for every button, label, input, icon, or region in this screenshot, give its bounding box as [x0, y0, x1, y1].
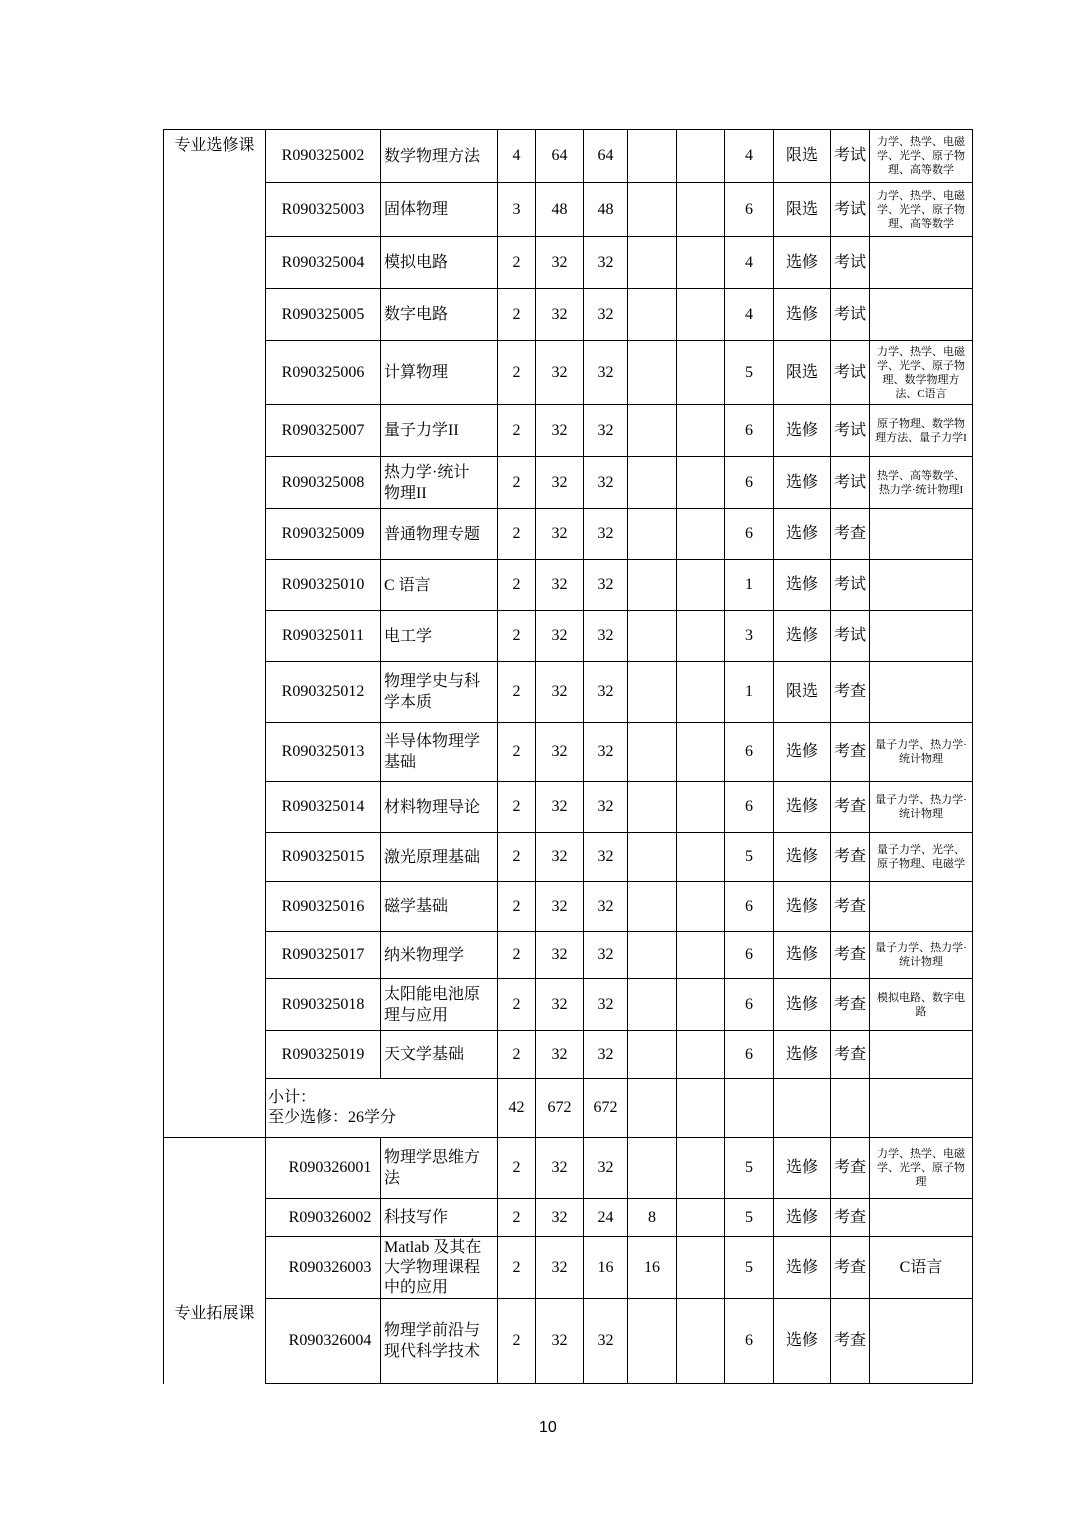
- lecture-hours: 32: [584, 662, 628, 723]
- course-code: R090325003: [266, 183, 381, 237]
- table-row: [164, 509, 973, 560]
- lecture-hours: 32: [584, 1031, 628, 1079]
- practice-hours: [677, 289, 725, 341]
- course-type: 选修: [774, 611, 831, 662]
- lecture-hours: 16: [584, 1237, 628, 1299]
- credits: 2: [498, 611, 536, 662]
- assessment-method: 考查: [831, 509, 870, 560]
- lab-hours: [628, 341, 677, 405]
- prerequisites: [870, 611, 973, 662]
- prerequisites: 量子力学、热力学·统计物理: [870, 782, 973, 833]
- prerequisites: [870, 237, 973, 289]
- prerequisites: [870, 560, 973, 611]
- course-code: R090325015: [266, 833, 381, 882]
- total-hours: 32: [536, 237, 584, 289]
- course-type: 选修: [774, 833, 831, 882]
- lab-hours: [628, 509, 677, 560]
- lecture-hours: 32: [584, 782, 628, 833]
- practice-hours: [677, 237, 725, 289]
- course-name: 数学物理方法: [381, 130, 498, 183]
- lecture-hours: 32: [584, 341, 628, 405]
- course-type: 选修: [774, 237, 831, 289]
- lecture-hours: 32: [584, 289, 628, 341]
- course-code: R090325004: [266, 237, 381, 289]
- assessment-method: 考试: [831, 560, 870, 611]
- total-hours: 32: [536, 289, 584, 341]
- course-name: 激光原理基础: [381, 833, 498, 882]
- course-name: 量子力学II: [381, 405, 498, 457]
- practice-hours: [677, 782, 725, 833]
- subtotal-lab-hours: [628, 1079, 677, 1138]
- assessment-method: 考试: [831, 237, 870, 289]
- semester: 6: [725, 882, 774, 932]
- credits: 2: [498, 723, 536, 782]
- table-row: [164, 1237, 973, 1299]
- course-name: 半导体物理学基础: [381, 723, 498, 782]
- practice-hours: [677, 662, 725, 723]
- table-row: [164, 341, 973, 405]
- assessment-method: 考试: [831, 405, 870, 457]
- semester: 1: [725, 560, 774, 611]
- prerequisites: [870, 1199, 973, 1237]
- semester: 6: [725, 932, 774, 979]
- category-cell: 专业选修课: [164, 130, 266, 1138]
- lab-hours: [628, 1138, 677, 1199]
- table-row: [164, 289, 973, 341]
- credits: 2: [498, 237, 536, 289]
- course-type: 限选: [774, 183, 831, 237]
- course-name: 纳米物理学: [381, 932, 498, 979]
- practice-hours: [677, 183, 725, 237]
- course-name: 固体物理: [381, 183, 498, 237]
- course-name: 磁学基础: [381, 882, 498, 932]
- table-row: [164, 782, 973, 833]
- course-type: 选修: [774, 1031, 831, 1079]
- subtotal-label: [266, 1079, 498, 1138]
- course-code: R090325012: [266, 662, 381, 723]
- course-code: R090325019: [266, 1031, 381, 1079]
- practice-hours: [677, 833, 725, 882]
- semester: 6: [725, 1031, 774, 1079]
- course-type: 限选: [774, 662, 831, 723]
- credits: 2: [498, 662, 536, 723]
- semester: 6: [725, 782, 774, 833]
- semester: 6: [725, 979, 774, 1031]
- lecture-hours: 32: [584, 1299, 628, 1384]
- course-code: R090325002: [266, 130, 381, 183]
- subtotal-course-type: [774, 1079, 831, 1138]
- prerequisites: [870, 662, 973, 723]
- subtotal-total-hours: 672: [536, 1079, 584, 1138]
- credits: 2: [498, 1138, 536, 1199]
- assessment-method: 考试: [831, 289, 870, 341]
- lab-hours: [628, 405, 677, 457]
- course-name: 计算物理: [381, 341, 498, 405]
- course-type: 选修: [774, 932, 831, 979]
- course-code: R090325013: [266, 723, 381, 782]
- total-hours: 32: [536, 1237, 584, 1299]
- course-type: 选修: [774, 1138, 831, 1199]
- semester: 5: [725, 1199, 774, 1237]
- subtotal-row: [164, 1079, 973, 1138]
- course-type: 选修: [774, 1237, 831, 1299]
- assessment-method: 考查: [831, 1138, 870, 1199]
- course-code: R090325009: [266, 509, 381, 560]
- lab-hours: [628, 932, 677, 979]
- practice-hours: [677, 457, 725, 509]
- assessment-method: 考试: [831, 130, 870, 183]
- lab-hours: [628, 289, 677, 341]
- practice-hours: [677, 405, 725, 457]
- course-name: 天文学基础: [381, 1031, 498, 1079]
- lecture-hours: 32: [584, 405, 628, 457]
- semester: 5: [725, 341, 774, 405]
- course-type: 选修: [774, 1199, 831, 1237]
- subtotal-prerequisites: [870, 1079, 973, 1138]
- course-type: 选修: [774, 405, 831, 457]
- total-hours: 32: [536, 405, 584, 457]
- semester: 4: [725, 289, 774, 341]
- lecture-hours: 32: [584, 932, 628, 979]
- credits: 2: [498, 782, 536, 833]
- practice-hours: [677, 130, 725, 183]
- course-type: 选修: [774, 457, 831, 509]
- total-hours: 32: [536, 1199, 584, 1237]
- lab-hours: [628, 833, 677, 882]
- lab-hours: [628, 237, 677, 289]
- semester: 5: [725, 833, 774, 882]
- semester: 3: [725, 611, 774, 662]
- total-hours: 32: [536, 882, 584, 932]
- total-hours: 32: [536, 833, 584, 882]
- subtotal-lecture-hours: 672: [584, 1079, 628, 1138]
- practice-hours: [677, 509, 725, 560]
- course-type: 选修: [774, 723, 831, 782]
- assessment-method: 考查: [831, 782, 870, 833]
- course-code: R090326004: [266, 1299, 381, 1384]
- prerequisites: 量子力学、光学、原子物理、电磁学: [870, 833, 973, 882]
- credits: 3: [498, 183, 536, 237]
- course-code: R090325006: [266, 341, 381, 405]
- lecture-hours: 32: [584, 560, 628, 611]
- course-code: R090325007: [266, 405, 381, 457]
- semester: 1: [725, 662, 774, 723]
- semester: 6: [725, 509, 774, 560]
- course-code: R090325014: [266, 782, 381, 833]
- course-name: 电工学: [381, 611, 498, 662]
- total-hours: 32: [536, 611, 584, 662]
- lab-hours: 8: [628, 1199, 677, 1237]
- credits: 2: [498, 1031, 536, 1079]
- prerequisites: 力学、热学、电磁学、光学、原子物理、数学物理方法、C语言: [870, 341, 973, 405]
- credits: 2: [498, 560, 536, 611]
- course-name: 太阳能电池原理与应用: [381, 979, 498, 1031]
- assessment-method: 考试: [831, 183, 870, 237]
- prerequisites: 原子物理、数学物理方法、量子力学I: [870, 405, 973, 457]
- assessment-method: 考查: [831, 833, 870, 882]
- practice-hours: [677, 560, 725, 611]
- credits: 2: [498, 341, 536, 405]
- table-row: [164, 932, 973, 979]
- table-row: [164, 1299, 973, 1384]
- credits: 4: [498, 130, 536, 183]
- course-name: 数字电路: [381, 289, 498, 341]
- subtotal-credits: 42: [498, 1079, 536, 1138]
- assessment-method: 考查: [831, 723, 870, 782]
- semester: 4: [725, 130, 774, 183]
- course-type: 选修: [774, 882, 831, 932]
- lecture-hours: 32: [584, 237, 628, 289]
- table-row: [164, 882, 973, 932]
- course-name: 模拟电路: [381, 237, 498, 289]
- practice-hours: [677, 723, 725, 782]
- course-code: R090326003: [266, 1237, 381, 1299]
- prerequisites: 模拟电路、数字电路: [870, 979, 973, 1031]
- semester: 6: [725, 405, 774, 457]
- total-hours: 32: [536, 1031, 584, 1079]
- lecture-hours: 48: [584, 183, 628, 237]
- table-row: [164, 611, 973, 662]
- practice-hours: [677, 611, 725, 662]
- practice-hours: [677, 979, 725, 1031]
- course-code: R090325018: [266, 979, 381, 1031]
- prerequisites: [870, 882, 973, 932]
- lab-hours: [628, 611, 677, 662]
- assessment-method: 考查: [831, 882, 870, 932]
- practice-hours: [677, 932, 725, 979]
- category-cell: 专业拓展课: [164, 1138, 266, 1384]
- semester: 5: [725, 1237, 774, 1299]
- course-code: R090325008: [266, 457, 381, 509]
- practice-hours: [677, 1299, 725, 1384]
- lab-hours: [628, 560, 677, 611]
- practice-hours: [677, 1199, 725, 1237]
- assessment-method: 考试: [831, 611, 870, 662]
- total-hours: 32: [536, 782, 584, 833]
- total-hours: 32: [536, 1138, 584, 1199]
- lecture-hours: 32: [584, 833, 628, 882]
- subtotal-assessment-method: [831, 1079, 870, 1138]
- assessment-method: 考查: [831, 1299, 870, 1384]
- table-row: [164, 237, 973, 289]
- prerequisites: [870, 289, 973, 341]
- curriculum-table: [163, 129, 973, 1384]
- semester: 6: [725, 723, 774, 782]
- semester: 6: [725, 457, 774, 509]
- course-code: R090325017: [266, 932, 381, 979]
- total-hours: 32: [536, 341, 584, 405]
- prerequisites: [870, 509, 973, 560]
- practice-hours: [677, 1031, 725, 1079]
- credits: 2: [498, 979, 536, 1031]
- practice-hours: [677, 1237, 725, 1299]
- course-type: 选修: [774, 1299, 831, 1384]
- credits: 2: [498, 833, 536, 882]
- assessment-method: 考查: [831, 1237, 870, 1299]
- total-hours: 32: [536, 662, 584, 723]
- total-hours: 32: [536, 560, 584, 611]
- table-row: [164, 833, 973, 882]
- assessment-method: 考查: [831, 1199, 870, 1237]
- total-hours: 32: [536, 932, 584, 979]
- semester: 5: [725, 1138, 774, 1199]
- table-row: [164, 1199, 973, 1237]
- total-hours: 32: [536, 723, 584, 782]
- course-name: 物理学思维方法: [381, 1138, 498, 1199]
- lecture-hours: 32: [584, 723, 628, 782]
- prerequisites: [870, 1031, 973, 1079]
- lecture-hours: 64: [584, 130, 628, 183]
- course-name: 材料物理导论: [381, 782, 498, 833]
- prerequisites: C语言: [870, 1237, 973, 1299]
- lecture-hours: 24: [584, 1199, 628, 1237]
- assessment-method: 考查: [831, 1031, 870, 1079]
- course-code: R090326001: [266, 1138, 381, 1199]
- practice-hours: [677, 341, 725, 405]
- assessment-method: 考试: [831, 341, 870, 405]
- assessment-method: 考试: [831, 457, 870, 509]
- course-type: 限选: [774, 341, 831, 405]
- table-row: [164, 979, 973, 1031]
- assessment-method: 考查: [831, 979, 870, 1031]
- subtotal-requirement: 至少选修：26学分: [268, 1109, 397, 1126]
- prerequisites: 力学、热学、电磁学、光学、原子物理、高等数学: [870, 130, 973, 183]
- subtotal-title: 小计：: [268, 1089, 317, 1106]
- course-code: R090325016: [266, 882, 381, 932]
- course-name: Matlab 及其在大学物理课程中的应用: [381, 1237, 498, 1299]
- semester: 6: [725, 183, 774, 237]
- course-type: 选修: [774, 289, 831, 341]
- lab-hours: [628, 1299, 677, 1384]
- table-row: [164, 662, 973, 723]
- semester: 4: [725, 237, 774, 289]
- total-hours: 32: [536, 457, 584, 509]
- practice-hours: [677, 1138, 725, 1199]
- credits: 2: [498, 1237, 536, 1299]
- course-code: R090325011: [266, 611, 381, 662]
- lecture-hours: 32: [584, 457, 628, 509]
- course-type: 选修: [774, 979, 831, 1031]
- total-hours: 64: [536, 130, 584, 183]
- lecture-hours: 32: [584, 509, 628, 560]
- prerequisites: 量子力学、热力学·统计物理: [870, 932, 973, 979]
- lab-hours: [628, 723, 677, 782]
- credits: 2: [498, 932, 536, 979]
- credits: 2: [498, 1299, 536, 1384]
- lab-hours: [628, 782, 677, 833]
- lecture-hours: 32: [584, 611, 628, 662]
- lab-hours: [628, 882, 677, 932]
- table-row: [164, 457, 973, 509]
- credits: 2: [498, 1199, 536, 1237]
- credits: 2: [498, 509, 536, 560]
- total-hours: 32: [536, 979, 584, 1031]
- lab-hours: [628, 183, 677, 237]
- table-row: [164, 183, 973, 237]
- prerequisites: [870, 1299, 973, 1384]
- course-name: 物理学前沿与现代科学技术: [381, 1299, 498, 1384]
- subtotal-semester: [725, 1079, 774, 1138]
- table-row: [164, 1031, 973, 1079]
- table-row: [164, 560, 973, 611]
- lab-hours: [628, 457, 677, 509]
- prerequisites: 力学、热学、电磁学、光学、原子物理、高等数学: [870, 183, 973, 237]
- course-name: C 语言: [381, 560, 498, 611]
- semester: 6: [725, 1299, 774, 1384]
- course-type: 选修: [774, 509, 831, 560]
- table-row: [164, 405, 973, 457]
- lab-hours: [628, 130, 677, 183]
- total-hours: 48: [536, 183, 584, 237]
- lab-hours: 16: [628, 1237, 677, 1299]
- course-name: 物理学史与科学本质: [381, 662, 498, 723]
- assessment-method: 考查: [831, 662, 870, 723]
- table-row: [164, 1138, 973, 1199]
- lab-hours: [628, 662, 677, 723]
- prerequisites: 量子力学、热力学·统计物理: [870, 723, 973, 782]
- assessment-method: 考查: [831, 932, 870, 979]
- course-type: 选修: [774, 782, 831, 833]
- subtotal-practice-hours: [677, 1079, 725, 1138]
- course-type: 选修: [774, 560, 831, 611]
- practice-hours: [677, 882, 725, 932]
- lecture-hours: 32: [584, 1138, 628, 1199]
- total-hours: 32: [536, 509, 584, 560]
- table-row: [164, 723, 973, 782]
- course-code: R090325005: [266, 289, 381, 341]
- credits: 2: [498, 882, 536, 932]
- credits: 2: [498, 457, 536, 509]
- lecture-hours: 32: [584, 979, 628, 1031]
- lecture-hours: 32: [584, 882, 628, 932]
- total-hours: 32: [536, 1299, 584, 1384]
- lab-hours: [628, 979, 677, 1031]
- credits: 2: [498, 289, 536, 341]
- course-type: 限选: [774, 130, 831, 183]
- course-name: 科技写作: [381, 1199, 498, 1237]
- credits: 2: [498, 405, 536, 457]
- course-code: R090325010: [266, 560, 381, 611]
- prerequisites: 力学、热学、电磁学、光学、原子物理: [870, 1138, 973, 1199]
- page-number: 10: [539, 1419, 557, 1436]
- prerequisites: 热学、高等数学、热力学·统计物理I: [870, 457, 973, 509]
- course-code: R090326002: [266, 1199, 381, 1237]
- table-row: [164, 130, 973, 183]
- course-name: 热力学·统计物理II: [381, 457, 498, 509]
- lab-hours: [628, 1031, 677, 1079]
- course-name: 普通物理专题: [381, 509, 498, 560]
